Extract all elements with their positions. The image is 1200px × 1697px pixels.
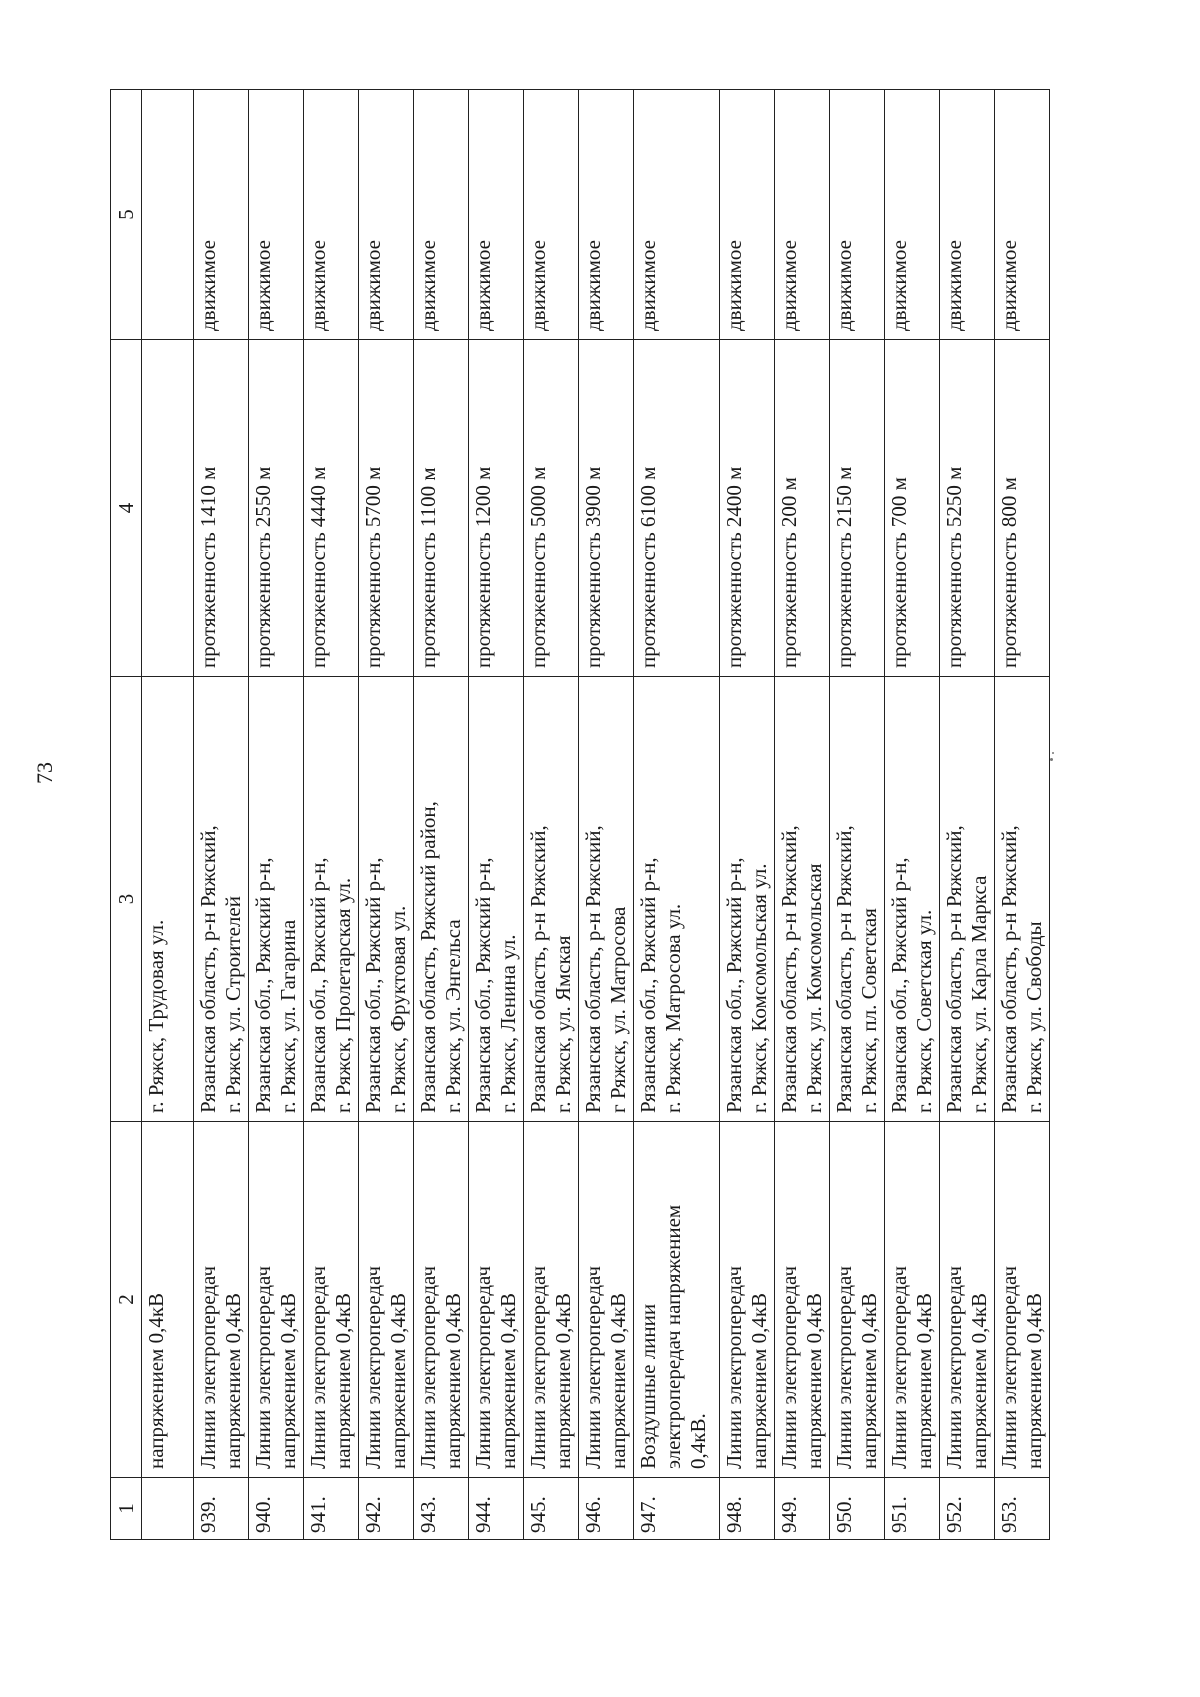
row-number	[469, 1478, 524, 1540]
row-number-line: 953.	[997, 1496, 1021, 1533]
object-length-line: протяженность 4440 м	[306, 466, 330, 668]
object-address-line: г. Ряжск, ул. Гагарина	[276, 919, 300, 1113]
object-name-line: 0,4кВ.	[686, 1413, 710, 1469]
property-type	[885, 90, 940, 340]
object-address	[304, 677, 359, 1122]
object-name	[469, 1122, 524, 1478]
object-address	[885, 677, 940, 1122]
row-number	[940, 1478, 995, 1540]
object-name	[940, 1122, 995, 1478]
property-type-line: движимое	[887, 240, 911, 331]
object-length-line: протяженность 800 м	[997, 477, 1021, 668]
object-address	[524, 677, 579, 1122]
object-address	[995, 677, 1050, 1122]
object-length-line: протяженность 2150 м	[832, 466, 856, 668]
object-length	[524, 340, 579, 677]
object-address-line: Рязанская обл., Ряжский р-н,	[361, 857, 385, 1113]
property-type	[249, 90, 304, 340]
object-length-line: протяженность 3900 м	[581, 466, 605, 668]
object-length	[830, 340, 885, 677]
object-address-line: г. Ряжск, Пролетарская ул.	[331, 877, 355, 1113]
object-name	[304, 1122, 359, 1478]
row-number-line: 945.	[526, 1496, 550, 1533]
property-type-line: движимое	[416, 240, 440, 331]
table-row	[359, 90, 414, 1540]
object-name	[775, 1122, 830, 1478]
property-type	[469, 90, 524, 340]
object-length	[634, 340, 720, 677]
row-number	[359, 1478, 414, 1540]
object-address-line: Рязанская область, р-н Ряжский,	[832, 825, 856, 1113]
object-length-line: протяженность 5000 м	[526, 466, 550, 668]
property-type-line: движимое	[997, 240, 1021, 331]
object-name-line: Линии электропередач	[887, 1265, 911, 1469]
table-row	[249, 90, 304, 1540]
table-row	[720, 90, 775, 1540]
object-address-line: г. Ряжск, Комсомольская ул.	[747, 863, 771, 1113]
property-type-line: движимое	[942, 240, 966, 331]
property-type-line: движимое	[361, 240, 385, 331]
object-name-line: напряжением 0,4кВ	[551, 1292, 575, 1469]
object-length-line: протяженность 1410 м	[196, 466, 220, 668]
header-col-2: 2	[111, 1122, 142, 1478]
object-address-line: Рязанская обл., Ряжский р-н,	[251, 857, 275, 1113]
object-address-line: Рязанская область, р-н Ряжский,	[526, 825, 550, 1113]
table-row	[830, 90, 885, 1540]
property-type	[524, 90, 579, 340]
property-type-line: движимое	[526, 240, 550, 331]
object-name-line: Линии электропередач	[361, 1265, 385, 1469]
property-type-line: движимое	[581, 240, 605, 331]
object-address-line: г. Ряжск, ул. Карла Маркса	[967, 875, 991, 1113]
row-number-line: 950.	[832, 1496, 856, 1533]
object-name-line: Линии электропередач	[416, 1265, 440, 1469]
object-name-line: напряжением 0,4кВ	[802, 1292, 826, 1469]
object-name-line: Линии электропередач	[832, 1265, 856, 1469]
object-length-line: протяженность 6100 м	[636, 466, 660, 668]
object-address	[634, 677, 720, 1122]
table-header-row	[111, 90, 142, 1540]
object-length-line: протяженность 1100 м	[416, 467, 440, 668]
property-type	[359, 90, 414, 340]
header-col-1: 1	[111, 1478, 142, 1540]
object-name-line: напряжением 0,4кВ	[441, 1292, 465, 1469]
object-address-line: г Ряжск, ул. Матросова	[606, 906, 630, 1113]
table-row	[940, 90, 995, 1540]
row-number-line: 948.	[722, 1496, 746, 1533]
property-type	[995, 90, 1050, 340]
row-number	[142, 1478, 194, 1540]
object-name-line: напряжением 0,4кВ	[276, 1292, 300, 1469]
object-name	[359, 1122, 414, 1478]
row-number-line: 941.	[306, 1496, 330, 1533]
property-type	[775, 90, 830, 340]
object-address	[720, 677, 775, 1122]
row-number	[775, 1478, 830, 1540]
table-row	[775, 90, 830, 1540]
page-number: 73	[32, 762, 57, 784]
row-number	[634, 1478, 720, 1540]
object-length	[720, 340, 775, 677]
property-type	[304, 90, 359, 340]
row-number-line: 952.	[942, 1496, 966, 1533]
property-type-line: движимое	[832, 240, 856, 331]
object-length	[359, 340, 414, 677]
object-length	[775, 340, 830, 677]
property-type	[579, 90, 634, 340]
object-length-line: протяженность 200 м	[777, 477, 801, 668]
row-number	[830, 1478, 885, 1540]
scan-speck	[1052, 752, 1054, 754]
object-name	[830, 1122, 885, 1478]
scan-speck	[1050, 758, 1053, 761]
object-name	[414, 1122, 469, 1478]
object-address-line: г. Ряжск, Советская ул.	[912, 909, 936, 1113]
object-length-line: протяженность 5700 м	[361, 466, 385, 668]
object-address	[249, 677, 304, 1122]
header-col-4: 4	[111, 340, 142, 677]
object-address-line: г. Ряжск, пл. Советская	[857, 908, 881, 1113]
object-length-line: протяженность 2550 м	[251, 466, 275, 668]
property-type	[194, 90, 249, 340]
object-length-line: протяженность 5250 м	[942, 466, 966, 668]
rotated-table-container	[110, 90, 1050, 1540]
object-address-line: г. Ряжск, Фруктовая ул.	[386, 905, 410, 1113]
object-name-line: напряжением 0,4кВ	[912, 1292, 936, 1469]
object-name-line: напряжением 0,4кВ	[221, 1292, 245, 1469]
object-address	[414, 677, 469, 1122]
object-name-line: Воздушные линии	[636, 1303, 660, 1469]
object-length	[885, 340, 940, 677]
object-address-line: Рязанская область, Ряжский район,	[416, 801, 440, 1113]
object-name	[194, 1122, 249, 1478]
property-type	[142, 90, 194, 340]
row-number-line: 942.	[361, 1496, 385, 1533]
object-address-line: Рязанская обл., Ряжский р-н,	[722, 857, 746, 1113]
row-number	[524, 1478, 579, 1540]
object-length	[249, 340, 304, 677]
row-number-line: 947.	[636, 1496, 660, 1533]
object-address-line: Рязанская область, р-н Ряжский,	[581, 825, 605, 1113]
object-name-line: электропередач напряжением	[661, 1204, 685, 1469]
table-row	[194, 90, 249, 1540]
object-name-line: Линии электропередач	[306, 1265, 330, 1469]
object-length	[940, 340, 995, 677]
continuation-row	[142, 90, 194, 1540]
object-length	[579, 340, 634, 677]
object-address-line: Рязанская область, р-н Ряжский,	[196, 825, 220, 1113]
property-registry-table	[110, 89, 1050, 1540]
object-name-line: напряжением 0,4кВ	[496, 1292, 520, 1469]
object-address-line: г. Ряжск, Матросова ул.	[661, 903, 685, 1113]
object-length	[194, 340, 249, 677]
object-name-line: Линии электропередач	[526, 1265, 550, 1469]
object-name: напряжением 0,4кВ	[142, 1122, 194, 1478]
property-type	[830, 90, 885, 340]
row-number	[995, 1478, 1050, 1540]
table-row	[579, 90, 634, 1540]
property-type	[940, 90, 995, 340]
property-type-line: движимое	[196, 240, 220, 331]
object-name	[720, 1122, 775, 1478]
object-address	[469, 677, 524, 1122]
property-type	[720, 90, 775, 340]
object-name-line: напряжением 0,4кВ	[386, 1292, 410, 1469]
header-col-3: 3	[111, 677, 142, 1122]
object-address	[359, 677, 414, 1122]
object-address	[775, 677, 830, 1122]
table-row	[995, 90, 1050, 1540]
row-number-line: 940.	[251, 1496, 275, 1533]
object-name-line: Линии электропередач	[997, 1265, 1021, 1469]
property-type-line: движимое	[251, 240, 275, 331]
object-address-line: г. Ряжск, Ленина ул.	[496, 934, 520, 1113]
object-address	[830, 677, 885, 1122]
object-address	[194, 677, 249, 1122]
object-length	[414, 340, 469, 677]
object-address-line: Рязанская обл., Ряжский р-н,	[636, 857, 660, 1113]
row-number-line: 949.	[777, 1496, 801, 1533]
table-row	[524, 90, 579, 1540]
row-number	[414, 1478, 469, 1540]
row-number-line: 944.	[471, 1496, 495, 1533]
object-name-line: напряжением 0,4кВ	[331, 1292, 355, 1469]
object-length	[142, 340, 194, 677]
table-row	[885, 90, 940, 1540]
object-length-line: протяженность 700 м	[887, 477, 911, 668]
object-length	[469, 340, 524, 677]
object-address-line: г. Ряжск, ул. Ямская	[551, 935, 575, 1113]
object-name-line: Линии электропередач	[942, 1265, 966, 1469]
row-number	[249, 1478, 304, 1540]
property-type-line: движимое	[471, 240, 495, 331]
object-name	[524, 1122, 579, 1478]
row-number-line: 943.	[416, 1496, 440, 1533]
object-address-line: Рязанская область, р-н Ряжский,	[997, 825, 1021, 1113]
object-name-line: Линии электропередач	[251, 1265, 275, 1469]
object-name	[579, 1122, 634, 1478]
table-row	[414, 90, 469, 1540]
object-address-line: Рязанская область, р-н Ряжский,	[777, 825, 801, 1113]
row-number	[194, 1478, 249, 1540]
object-name-line: Линии электропередач	[581, 1265, 605, 1469]
object-address-line: г. Ряжск, ул. Строителей	[221, 896, 245, 1113]
property-type-line: движимое	[722, 240, 746, 331]
object-name-line: Линии электропередач	[196, 1265, 220, 1469]
object-name-line: напряжением 0,4кВ	[747, 1292, 771, 1469]
row-number	[720, 1478, 775, 1540]
object-length	[304, 340, 359, 677]
object-address-line: г. Ряжск, ул. Комсомольская	[802, 863, 826, 1113]
object-name-line: напряжением 0,4кВ	[967, 1292, 991, 1469]
row-number-line: 951.	[887, 1496, 911, 1533]
row-number	[885, 1478, 940, 1540]
object-name-line: Линии электропередач	[777, 1265, 801, 1469]
object-address: г. Ряжск, Трудовая ул.	[142, 677, 194, 1122]
object-name-line: напряжением 0,4кВ	[606, 1292, 630, 1469]
table-row	[304, 90, 359, 1540]
object-address-line: Рязанская обл., Ряжский р-н,	[306, 857, 330, 1113]
object-name	[995, 1122, 1050, 1478]
object-name	[885, 1122, 940, 1478]
object-length-line: протяженность 2400 м	[722, 466, 746, 668]
property-type-line: движимое	[306, 240, 330, 331]
row-number-line: 946.	[581, 1496, 605, 1533]
object-name-line: Линии электропередач	[471, 1265, 495, 1469]
row-number	[304, 1478, 359, 1540]
object-address-line: Рязанская обл., Ряжский р-н,	[887, 857, 911, 1113]
table-row	[634, 90, 720, 1540]
object-name-line: напряжением 0,4кВ	[1022, 1292, 1046, 1469]
object-name-line: напряжением 0,4кВ	[857, 1292, 881, 1469]
object-length-line: протяженность 1200 м	[471, 466, 495, 668]
table-row	[469, 90, 524, 1540]
object-address	[940, 677, 995, 1122]
object-name	[249, 1122, 304, 1478]
row-number-line: 939.	[196, 1496, 220, 1533]
header-col-5: 5	[111, 90, 142, 340]
row-number	[579, 1478, 634, 1540]
object-name	[634, 1122, 720, 1478]
object-length	[995, 340, 1050, 677]
property-type-line: движимое	[636, 240, 660, 331]
property-type	[634, 90, 720, 340]
object-address-line: Рязанская обл., Ряжский р-н,	[471, 857, 495, 1113]
property-type	[414, 90, 469, 340]
object-address-line: г. Ряжск, ул. Энгельса	[441, 919, 465, 1113]
object-address-line: Рязанская область, р-н Ряжский,	[942, 825, 966, 1113]
object-address	[579, 677, 634, 1122]
object-name-line: Линии электропередач	[722, 1265, 746, 1469]
object-address-line: г. Ряжск, ул. Свободы	[1022, 921, 1046, 1113]
property-type-line: движимое	[777, 240, 801, 331]
